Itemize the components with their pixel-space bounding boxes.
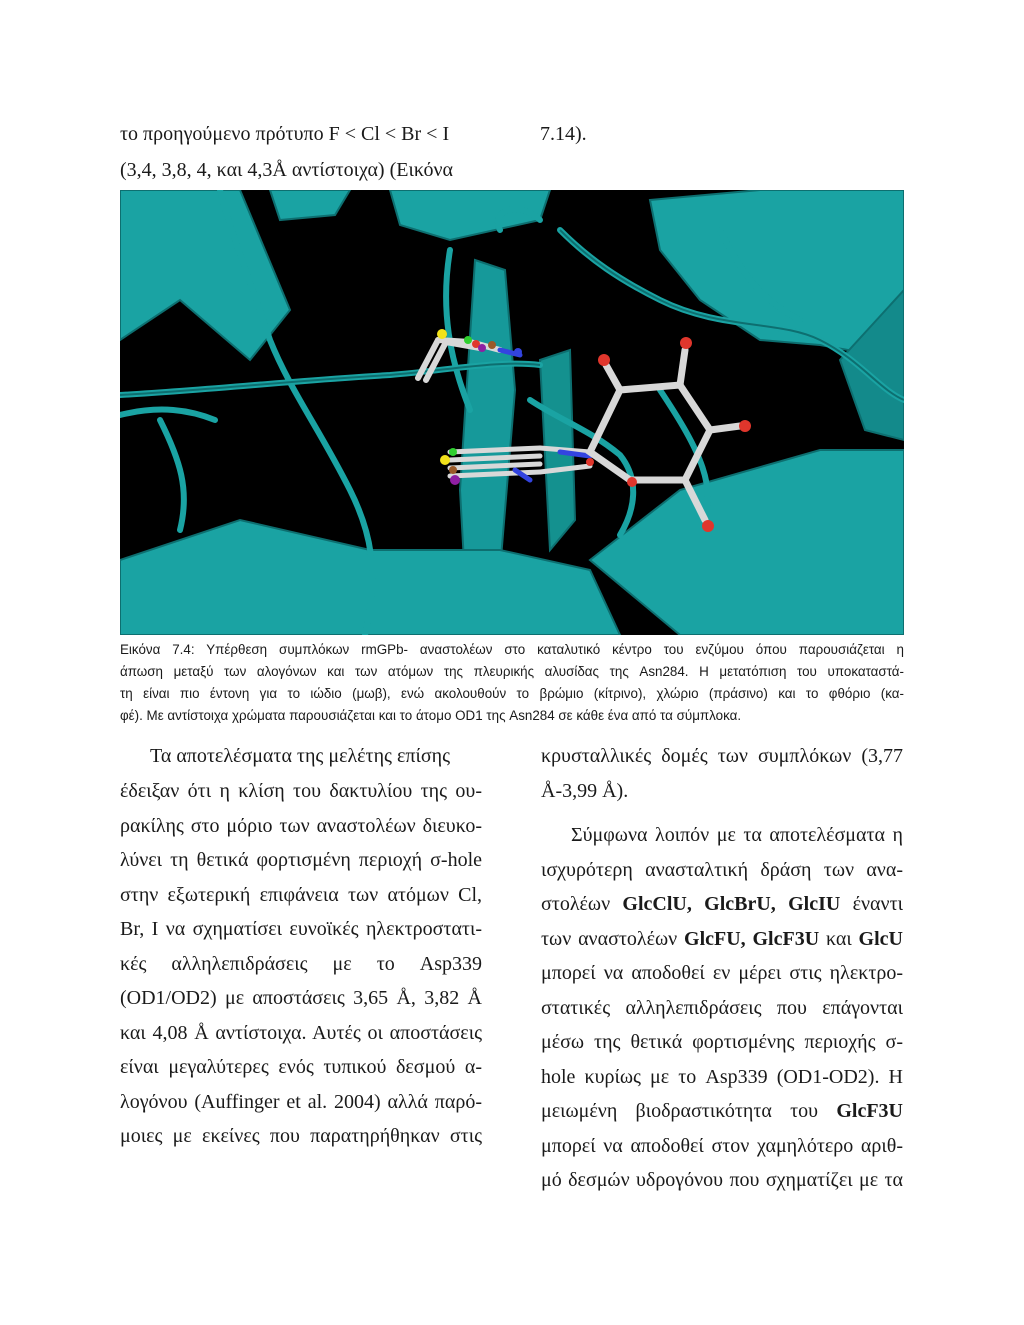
text-run: έναντι bbox=[840, 893, 903, 915]
molecular-structure-figure bbox=[120, 190, 904, 635]
right-p2-line-6: στατικές αλληλεπιδράσεις που επάγονται bbox=[541, 997, 903, 1019]
left-line-10: είναι μεγαλύτερες ενός τυπικού δεσμού α- bbox=[120, 1056, 482, 1078]
left-line-12: μοιες με εκείνες που παρατηρήθηκαν στις bbox=[120, 1125, 482, 1147]
top-right-line: 7.14). bbox=[540, 123, 587, 145]
right-p2-line-2: ισχυρότερη ανασταλτική δράση των ανα- bbox=[541, 859, 903, 881]
figure-caption-line-2: άπωση μεταξύ των αλογόνων και των ατόμων της πλευρικής αλυσίδας της Asn284. Η μετατόπιση του υποκαταστά- bbox=[120, 664, 904, 679]
text-run: μειωμένη βιοδραστικότητα του bbox=[541, 1100, 837, 1122]
left-line-1: Τα αποτελέσματα της μελέτης επίσης bbox=[150, 745, 451, 767]
left-line-11: λογόνου (Auffinger et al. 2004) αλλά παρό- bbox=[120, 1091, 482, 1113]
right-p1-line-1: κρυσταλλικές δομές των συμπλόκων (3,77 bbox=[541, 745, 903, 767]
right-p2-line-7: μέσω της θετικά φορτισμένης περιοχής σ- bbox=[541, 1031, 903, 1053]
right-p2-line-1: Σύμφωνα λοιπόν με τα αποτελέσματα η bbox=[571, 824, 903, 846]
left-line-7: κές αλληλεπιδράσεις με το Asp339 bbox=[120, 953, 482, 975]
figure-caption-line-1: Εικόνα 7.4: Υπέρθεση συμπλόκων rmGPb- αναστολέων στο καταλυτικό κέντρο του ενζύμου όπου παρουσιάζεται η bbox=[120, 642, 904, 657]
left-line-5: στην εξωτερική επιφάνεια των ατόμων Cl, bbox=[120, 884, 482, 906]
text-run: των αναστολέων bbox=[541, 928, 685, 950]
figure-caption-line-3: τη είναι πιο έντονη για το ιώδιο (μωβ), ενώ ακολουθούν το βρώμιο (κίτρινο), χλώριο (πράσινο) και το φθόριο (κα- bbox=[120, 686, 904, 701]
top-left-line-1: το προηγούμενο πρότυπο F < Cl < Br < I bbox=[120, 123, 450, 145]
right-p1-line-2: Å-3,99 Å). bbox=[541, 780, 629, 802]
left-line-6: Br, I να σχηματίσει ευνοϊκές ηλεκτροστατι- bbox=[120, 918, 482, 940]
right-p2-line-8: hole κυρίως με το Asp339 (OD1-OD2). Η bbox=[541, 1066, 903, 1088]
text-run: στολέων bbox=[541, 893, 623, 915]
left-line-8: (OD1/OD2) με αποστάσεις 3,65 Å, 3,82 Å bbox=[120, 987, 482, 1009]
right-p2-line-3 bbox=[541, 892, 903, 916]
left-line-9: και 4,08 Å αντίστοιχα. Αυτές οι αποστάσεις bbox=[120, 1022, 482, 1044]
top-left-line-2: (3,4, 3,8, 4, και 4,3Å αντίστοιχα) (Εικόνα bbox=[120, 159, 453, 181]
right-p2-line-5: μπορεί να αποδοθεί εν μέρει στις ηλεκτρο- bbox=[541, 962, 903, 984]
inhibitor-name-glcf3u: GlcF3U bbox=[836, 1100, 903, 1122]
inhibitor-name-glcu: GlcU bbox=[858, 928, 903, 950]
right-p2-line-9 bbox=[541, 1099, 903, 1123]
text-run: και bbox=[819, 928, 859, 950]
right-p2-line-4 bbox=[541, 927, 903, 951]
left-line-2: έδειξαν ότι η κλίση του δακτυλίου της ου- bbox=[120, 780, 482, 802]
left-line-4: λύνει τη θετικά φορτισμένη περιοχή σ-hole bbox=[120, 849, 482, 871]
right-p2-line-10: μπορεί να αποδοθεί στον χαμηλότερο αριθ- bbox=[541, 1135, 903, 1157]
inhibitor-names-strong: GlcClU, GlcBrU, GlcIU bbox=[622, 893, 841, 915]
left-line-3: ρακίλης στο μόριο των αναστολέων διευκο- bbox=[120, 815, 482, 837]
figure-caption-line-4: φέ). Με αντίστοιχα χρώματα παρουσιάζεται και το άτομο OD1 της Asn284 σε κάθε ένα από τα σύμπλοκα. bbox=[120, 708, 742, 723]
inhibitor-names-weak: GlcFU, GlcF3U bbox=[684, 928, 820, 950]
right-p2-line-11: μό δεσμών υδρογόνου που σχηματίζει με τα bbox=[541, 1169, 903, 1191]
